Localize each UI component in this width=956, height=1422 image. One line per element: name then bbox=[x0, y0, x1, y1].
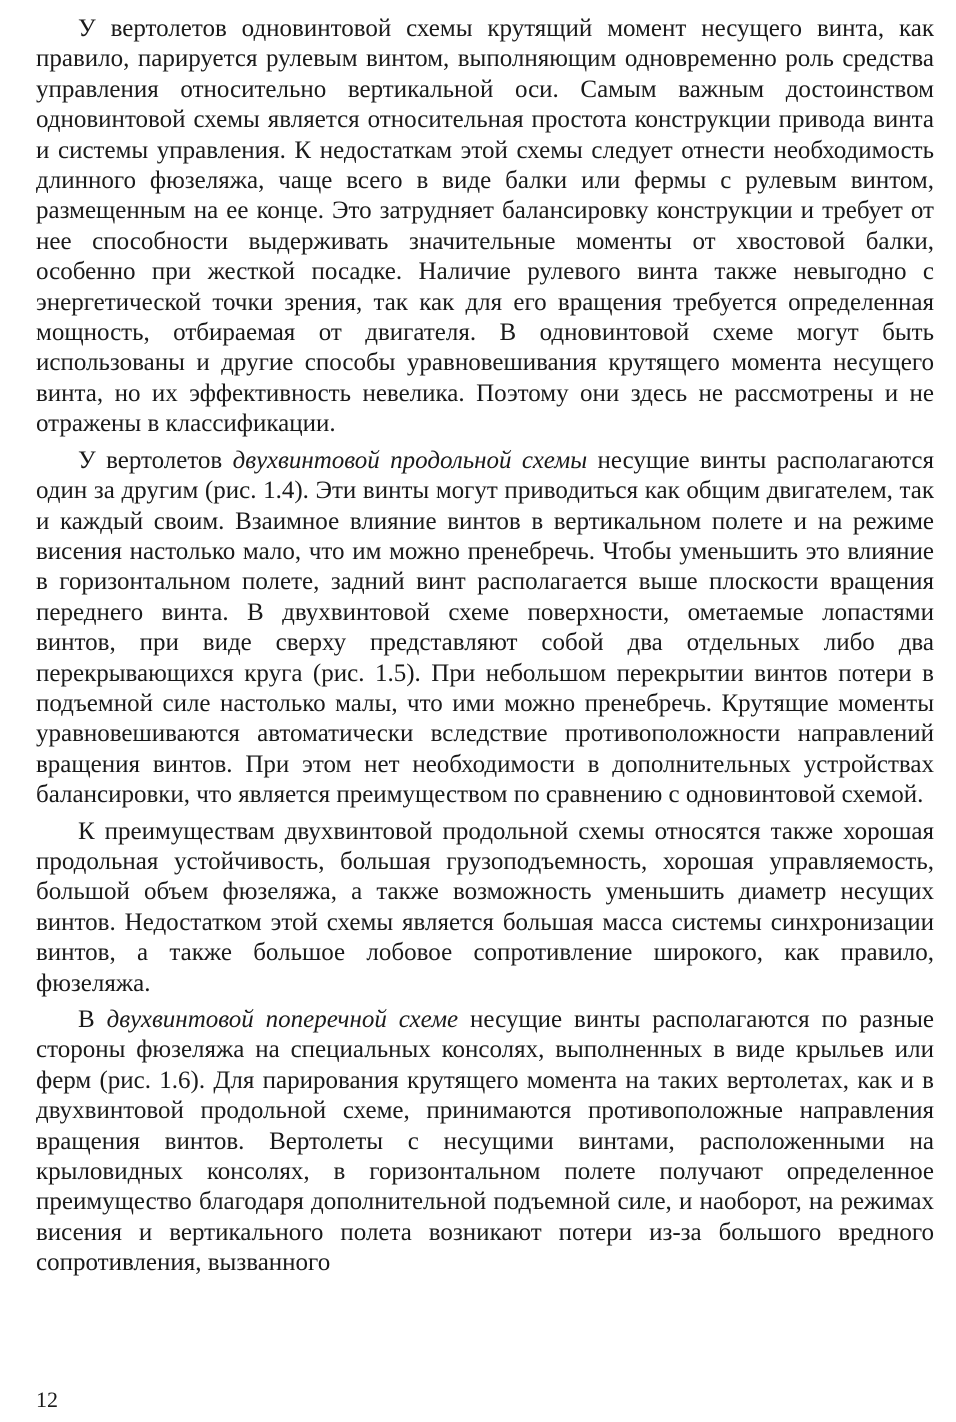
paragraph-text: У вертолетов одновинтовой схемы крутящий момент несущего винта, как правило, парируется рулевым винтом, выполняющим одновременно роль средства управления относительно вертикальной оси. Самым важным достоинством одновинтовой схемы является относительная простота конструкции привода винта и системы управления. К недостаткам этой схемы следует отнести необходимость длинного фюзеляжа, чаще всего в виде балки или фермы с рулевым винтом, размещенным на ее конце. Это затрудняет балансировку конструкции и требует от нее способности выдерживать значительные моменты от хвостовой балки, особенно при жесткой посадке. Наличие рулевого винта также невыгодно с энергетической точки зрения, так как для его вращения требуется определенная мощность, отбираемая от двигателя. В одновинтовой схеме могут быть использованы и другие способы уравновешивания крутящего момента несущего винта, но их эффективность невелика. Поэтому они здесь не рассмотрены и не отражены в классификации. bbox=[36, 15, 934, 438]
paragraph-text: К преимуществам двухвинтовой продольной схемы относятся также хорошая продольная устойчивость, большая грузоподъемность, хорошая управляемость, большой объем фюзеляжа, а также возможность уменьшить диаметр несущих винтов. Недостатком этой схемы является большая масса системы синхронизации винтов, а также большое лобовое сопротивление широкого, как правило, фюзеляжа. bbox=[36, 817, 934, 997]
page-body bbox=[36, 14, 934, 1279]
paragraph-emphasis: двухвинтовой продольной схемы bbox=[232, 446, 588, 474]
paragraph-emphasis: двухвинтовой поперечной схеме bbox=[106, 1006, 459, 1033]
paragraph-text: В bbox=[78, 1006, 107, 1033]
paragraph-text: несущие винты располагаются один за другим (рис. 1.4). Эти винты могут приводиться как общим двигателем, так и каждый своим. Взаимное влияние винтов в вертикальном полете и на режиме висения настолько мало, что им можно пренебречь. Чтобы уменьшить это влияние в горизонтальном полете, задний винт располагается выше плоскости вращения переднего винта. В двухвинтовой схеме поверхности, ометаемые лопастями винтов, при виде сверху представляют собой два отдельных либо два перекрывающихся круга (рис. 1.5). При небольшом перекрытии винтов потери в подъемной силе настолько малы, что ими можно пренебречь. Крутящие моменты уравновешиваются автоматически вследствие противоположности направлений вращения винтов. При этом нет необходимости в дополнительных устройствах балансировки, что является преимуществом по сравнению с одновинтовой схемой. bbox=[36, 446, 934, 809]
paragraph-transverse-rotor bbox=[36, 1005, 934, 1279]
paragraph-tandem-advantages bbox=[36, 817, 934, 999]
paragraph-tandem-rotor bbox=[36, 446, 934, 811]
paragraph-text: несущие винты располагаются по разные стороны фюзеляжа на специальных консолях, выполненных в виде крыльев или ферм (рис. 1.6). Для парирования крутящего момента на таких вертолетах, как и в двухвинтовой продольной схеме, принимаются противоположные направления вращения винтов. Вертолеты с несущими винтами, расположенными на крыловидных консолях, в горизонтальном полете получают определенное преимущество благодаря дополнительной подъемной силе, и наоборот, на режимах висения и вертикального полета возникают потери из-за большого вредного сопротивления, вызванного bbox=[36, 1006, 934, 1277]
paragraph-text: У вертолетов bbox=[78, 446, 233, 474]
page-number: 12 bbox=[36, 1387, 58, 1412]
paragraph-single-rotor bbox=[36, 14, 934, 440]
